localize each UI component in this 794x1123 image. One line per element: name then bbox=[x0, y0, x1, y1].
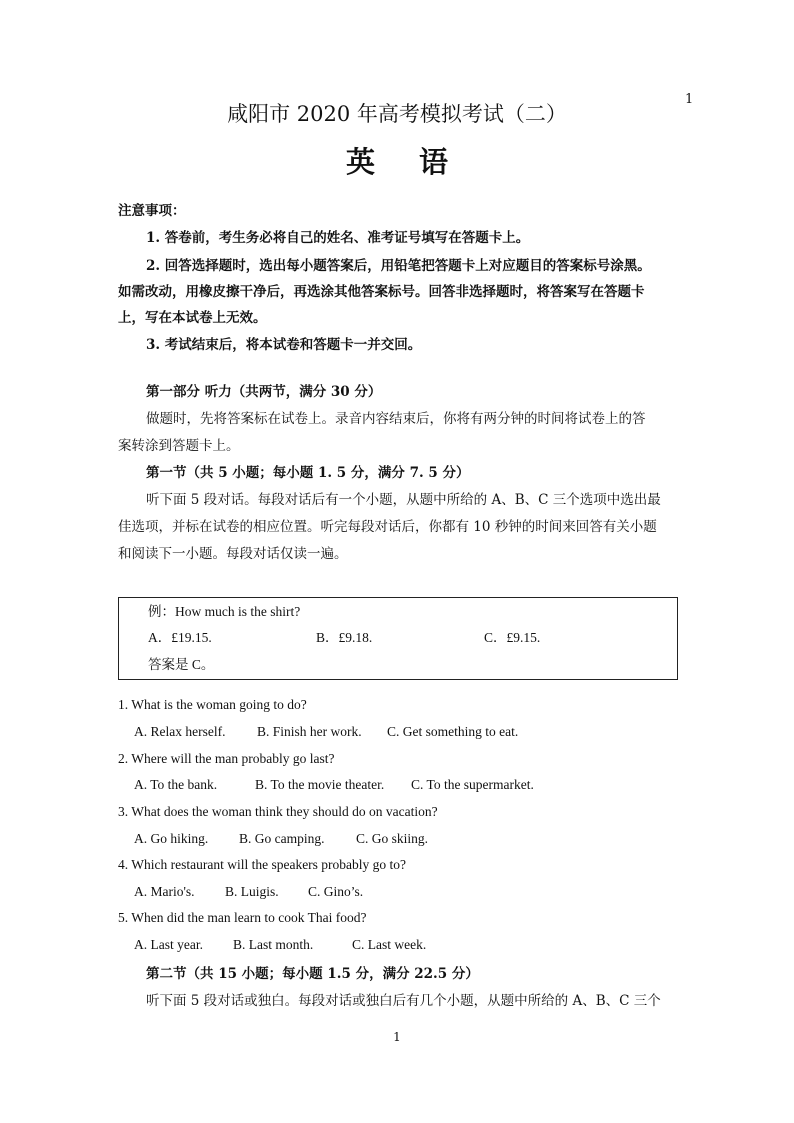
page-number: 1 bbox=[393, 1030, 401, 1044]
question-1-options bbox=[134, 724, 518, 740]
option-b: B. Go camping. bbox=[239, 831, 325, 846]
question-3-options bbox=[134, 831, 428, 847]
option-a: A. Mario's. bbox=[134, 884, 195, 899]
question-2: 2. Where will the man probably go last? bbox=[118, 751, 335, 766]
option-b: B. Finish her work. bbox=[257, 724, 362, 739]
example-option-c: C．£9.15. bbox=[484, 630, 541, 645]
example-answer: 答案是 C。 bbox=[148, 657, 215, 672]
option-a: A. Last year. bbox=[134, 937, 203, 952]
part1-heading: 第一部分 听力（共两节，满分 30 分） bbox=[146, 384, 382, 400]
question-4: 4. Which restaurant will the speakers probably go to? bbox=[118, 857, 407, 872]
option-c: C. Gino’s. bbox=[308, 884, 364, 899]
notes-item-2-line-2: 如需改动，用橡皮擦干净后，再选涂其他答案标号。回答非选择题时，将答案写在答题卡 bbox=[118, 284, 645, 300]
notes-item-2-line-1: 2. 回答选择题时，选出每小题答案后，用铅笔把答题卡上对应题目的答案标号涂黑。 bbox=[146, 258, 651, 274]
option-a: A. To the bank. bbox=[134, 777, 218, 792]
example-option-a: A．£19.15. bbox=[148, 630, 212, 645]
subject-title: 英语 bbox=[345, 145, 492, 179]
question-5-options bbox=[134, 937, 426, 953]
option-c: C. Go skiing. bbox=[356, 831, 429, 846]
notes-heading: 注意事项： bbox=[118, 203, 186, 219]
page-title: 咸阳市 2020 年高考模拟考试（二） bbox=[227, 102, 567, 126]
notes-item-2-line-3: 上，写在本试卷上无效。 bbox=[118, 310, 267, 326]
part1-intro-line-1: 做题时，先将答案标在试卷上。录音内容结束后，你将有两分钟的时间将试卷上的答 bbox=[146, 411, 646, 427]
corner-mark: 1 bbox=[685, 92, 694, 107]
question-3: 3. What does the woman think they should do on vacation? bbox=[118, 804, 438, 819]
question-5: 5. When did the man learn to cook Thai food? bbox=[118, 910, 367, 925]
option-b: B. Luigis. bbox=[225, 884, 279, 899]
option-c: C. Get something to eat. bbox=[387, 724, 519, 739]
option-a: A. Go hiking. bbox=[134, 831, 209, 846]
section2-intro-line-1: 听下面 5 段对话或独白。每段对话或独白后有几个小题，从题中所给的 A、B、C 三个 bbox=[146, 993, 661, 1009]
section1-heading: 第一节（共 5 小题；每小题 1. 5 分，满分 7. 5 分） bbox=[146, 465, 470, 481]
notes-item-3: 3. 考试结束后，将本试卷和答题卡一并交回。 bbox=[146, 337, 422, 353]
example-question: 例：How much is the shirt? bbox=[148, 604, 301, 619]
question-4-options bbox=[134, 884, 363, 900]
section1-intro-line-1: 听下面 5 段对话。每段对话后有一个小题，从题中所给的 A、B、C 三个选项中选出最 bbox=[146, 492, 661, 508]
part1-intro-line-2: 案转涂到答题卡上。 bbox=[118, 438, 240, 454]
notes-item-1: 1. 答卷前，考生务必将自己的姓名、准考证号填写在答题卡上。 bbox=[146, 230, 530, 246]
example-option-b: B．£9.18. bbox=[316, 630, 373, 645]
section1-intro-line-3: 和阅读下一小题。每段对话仅读一遍。 bbox=[118, 546, 348, 562]
option-c: C. Last week. bbox=[352, 937, 427, 952]
section2-heading: 第二节（共 15 小题；每小题 1.5 分，满分 22.5 分） bbox=[146, 966, 479, 982]
section1-intro-line-2: 佳选项，并标在试卷的相应位置。听完每段对话后，你都有 10 秒钟的时间来回答有关小题 bbox=[118, 519, 657, 535]
option-b: B. Last month. bbox=[233, 937, 314, 952]
question-1: 1. What is the woman going to do? bbox=[118, 697, 307, 712]
option-a: A. Relax herself. bbox=[134, 724, 226, 739]
option-b: B. To the movie theater. bbox=[255, 777, 385, 792]
option-c: C. To the supermarket. bbox=[411, 777, 534, 792]
question-2-options bbox=[134, 777, 534, 793]
